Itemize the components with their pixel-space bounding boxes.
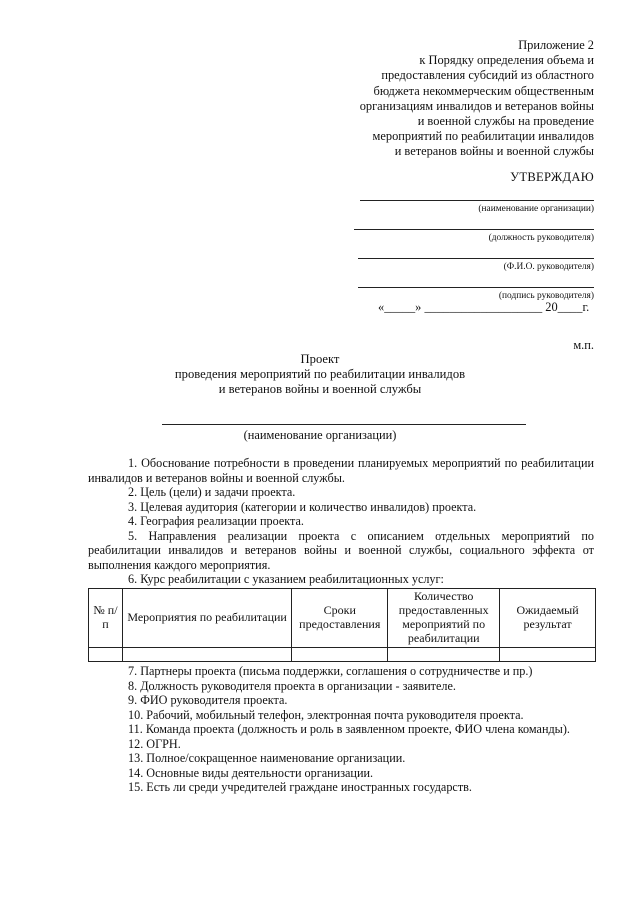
- list-item: 7. Партнеры проекта (письма поддержки, соглашения о сотрудничестве и пр.): [128, 664, 533, 678]
- position-caption: (должность руководителя): [488, 233, 594, 243]
- header-quantity: Количество предоставленных мероприятий по реабилитации: [388, 589, 500, 648]
- table-cell[interactable]: [388, 648, 500, 662]
- project-subtitle-line: проведения мероприятий по реабилитации инвалидов: [174, 367, 466, 381]
- list-item: 1. Обоснование потребности в проведении планируемых мероприятий по реабилитации инвалидов и ветеранов войны и военной службы.: [88, 456, 594, 485]
- header-terms: Сроки предоставления: [292, 589, 388, 648]
- org-name-caption: (наименование организации): [478, 204, 594, 214]
- list-item: 3. Целевая аудитория (категории и количество инвалидов) проекта.: [128, 499, 477, 514]
- stamp-place: м.п.: [573, 338, 594, 352]
- appendix-line: к Порядку определения объема и: [419, 53, 594, 68]
- appendix-line: и военной службы на проведение: [417, 114, 594, 129]
- appendix-line: мероприятий по реабилитации инвалидов: [372, 129, 594, 144]
- list-item: 5. Направления реализации проекта с описанием отдельных мероприятий по реабилитации инвалидов и ветеранов войны и военной службы, социального эффекта от выполнения каждого мероприятия.: [88, 528, 594, 572]
- project-org-line: [162, 424, 526, 425]
- table-cell[interactable]: [292, 648, 388, 662]
- appendix-line: организациям инвалидов и ветеранов войны: [359, 98, 594, 113]
- project-title: Проект: [300, 352, 340, 366]
- header-activities: Мероприятия по реабилитации: [122, 589, 291, 648]
- table-header-row: [89, 589, 596, 648]
- list-item: 13. Полное/сокращенное наименование организации.: [128, 751, 406, 765]
- appendix-line: бюджета некоммерческим общественным: [373, 83, 594, 98]
- list-item: 2. Цель (цели) и задачи проекта.: [128, 485, 296, 499]
- header-number: № п/п: [89, 589, 123, 648]
- full-name-caption: (Ф.И.О. руководителя): [503, 262, 594, 272]
- table-cell[interactable]: [500, 648, 596, 662]
- approval-title: УТВЕРЖДАЮ: [510, 170, 594, 184]
- org-name-line: [360, 200, 594, 201]
- list-item: 4. География реализации проекта.: [128, 514, 304, 528]
- signature-line: [358, 287, 594, 288]
- appendix-line: предоставления субсидий из областного: [381, 68, 594, 83]
- project-items-list: [88, 456, 594, 587]
- table-cell[interactable]: [89, 648, 123, 662]
- full-name-line: [358, 258, 594, 259]
- project-items-list-continued: [88, 664, 594, 795]
- list-item: 6. Курс реабилитации с указанием реабилитационных услуг:: [128, 572, 444, 586]
- header-result: Ожидаемый результат: [500, 589, 596, 648]
- list-item: 14. Основные виды деятельности организации.: [128, 765, 374, 780]
- list-item: 10. Рабочий, мобильный телефон, электронная почта руководителя проекта.: [128, 707, 524, 722]
- approval-date: «_____» ___________________ 20____г.: [378, 300, 590, 314]
- list-item: 11. Команда проекта (должность и роль в заявленном проекте, ФИО члена команды).: [128, 722, 570, 736]
- position-line: [354, 229, 594, 230]
- list-item: 8. Должность руководителя проекта в организации - заявителе.: [128, 678, 456, 693]
- list-item: 15. Есть ли среди учредителей граждане иностранных государств.: [128, 780, 472, 794]
- list-item: 12. ОГРН.: [128, 736, 181, 751]
- appendix-line: Приложение 2: [518, 38, 594, 52]
- rehabilitation-table: [88, 588, 596, 662]
- project-org-caption: (наименование организации): [243, 428, 397, 442]
- appendix-header: [294, 38, 594, 160]
- signature-caption: (подпись руководителя): [498, 291, 594, 301]
- list-item: 9. ФИО руководителя проекта.: [128, 693, 288, 707]
- appendix-line: и ветеранов войны и военной службы: [394, 144, 594, 159]
- project-subtitle-line: и ветеранов войны и военной службы: [218, 382, 422, 396]
- table-cell[interactable]: [122, 648, 291, 662]
- table-row: [89, 648, 596, 662]
